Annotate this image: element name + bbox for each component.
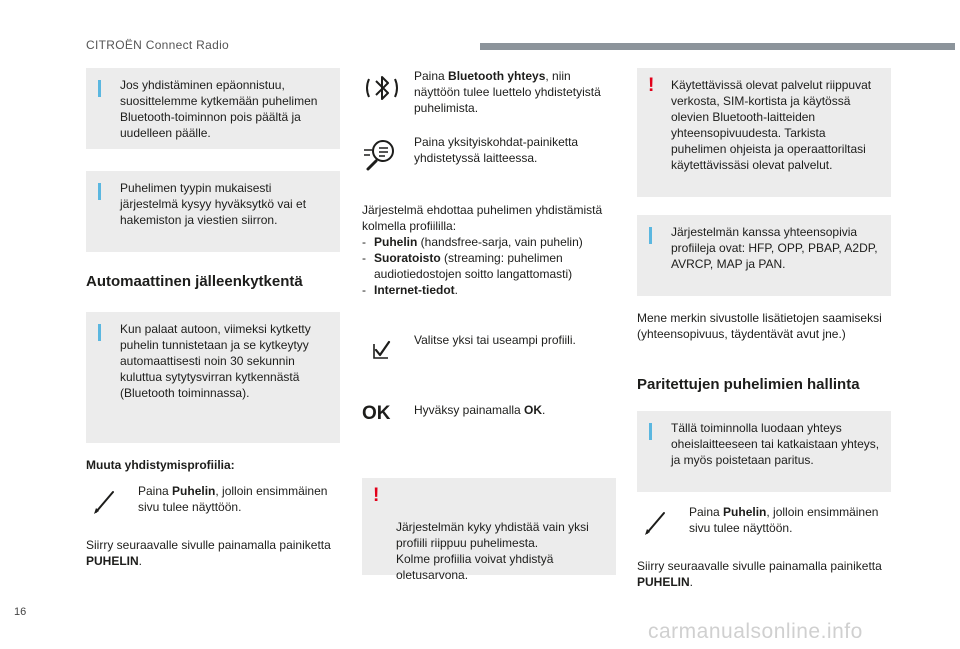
bluetooth-icon	[362, 68, 402, 108]
profile-item-streaming: - Suoratoisto (streaming: puhelimen audiotiedostojen soitto langattomasti)	[362, 251, 573, 281]
column-middle	[362, 68, 616, 582]
details-magnifier-icon	[362, 134, 402, 174]
subheading-change-profile: Muuta yhdistymisprofiilia:	[86, 458, 235, 472]
warning-icon: !	[648, 75, 655, 96]
step-press-phone: Paina Puhelin, jolloin ensimmäinen sivu tulee näyttöön.	[86, 483, 340, 517]
section-heading-auto-reconnect: Automaattinen jälleenkytkentä	[86, 273, 303, 290]
column-left	[86, 68, 340, 569]
paragraph-next-page: Siirry seuraavalle sivulle painamalla painiketta PUHELIN.	[86, 538, 331, 568]
section-heading-paired-phones: Paritettujen puhelimien hallinta	[637, 376, 860, 393]
column-right	[637, 68, 891, 590]
header-bar	[480, 43, 955, 50]
info-note-auto-reconnect: Kun palaat autoon, viimeksi kytketty puhelin tunnistetaan ja se kytkeytyy automaattisesti noin 30 sekunnin kuluttua sytytysvirran kytkennästä (Bluetooth toiminnassa).	[86, 312, 340, 443]
page-number: 16	[14, 606, 27, 618]
profile-item-phone: - Puhelin (handsfree-sarja, vain puhelin)	[362, 235, 583, 249]
paragraph-brand-site: Mene merkin sivustolle lisätietojen saamiseksi (yhteensopivuus, täydentävät avut jne.)	[637, 311, 882, 341]
info-icon	[98, 183, 101, 200]
watermark: carmanualsonline.info	[648, 620, 863, 643]
header-title: CITROËN Connect Radio	[86, 38, 230, 52]
warning-note-services: ! Käytettävissä olevat palvelut riippuvat verkosta, SIM-kortista ja käytössä olevien Bluetooth-laitteiden yhteensopivuudesta. Tarkista puhelimen ohjeista ja operaattoriltasi käytettävissäsi olevat palvelut.	[637, 68, 891, 197]
info-note-compatible-profiles: Järjestelmän kanssa yhteensopivia profiileja ovat: HFP, OPP, PBAP, A2DP, AVRCP, MAP ja PAN.	[637, 215, 891, 296]
step-confirm-ok: OK Hyväksy painamalla OK.	[362, 396, 616, 430]
paragraph-profiles-intro: Järjestelmä ehdottaa puhelimen yhdistämistä kolmella profiililla:	[362, 203, 603, 233]
info-icon	[98, 324, 101, 341]
checkbox-check-icon	[362, 332, 398, 368]
info-note-pairing: Tällä toiminnolla luodaan yhteys oheislaitteeseen tai katkaistaan yhteys, ja myös poistetaan paritus.	[637, 411, 891, 492]
ok-button-icon: OK	[362, 403, 391, 424]
paragraph-next-page-2: Siirry seuraavalle sivulle painamalla painiketta PUHELIN.	[637, 559, 882, 589]
pencil-icon	[637, 504, 673, 540]
info-icon	[649, 227, 652, 244]
step-press-phone-2: Paina Puhelin, jolloin ensimmäinen sivu tulee näyttöön.	[637, 504, 891, 538]
step-details: Paina yksityiskohdat-painiketta yhdistetyssä laitteessa.	[362, 134, 616, 168]
info-icon	[649, 423, 652, 440]
step-bluetooth-connection: Paina Bluetooth yhteys, niin näyttöön tulee luettelo yhdistetyistä puhelimista.	[362, 68, 616, 116]
step-select-profile: Valitse yksi tai useampi profiili.	[362, 332, 616, 366]
profile-item-internet: - Internet-tiedot.	[362, 283, 459, 297]
warning-icon: !	[373, 485, 380, 506]
info-note-reconnect: Jos yhdistäminen epäonnistuu, suosittelemme kytkemään puhelimen Bluetooth-toiminnon pois päältä ja uudelleen päälle.	[86, 68, 340, 149]
info-icon	[98, 80, 101, 97]
warning-note-profiles: ! Järjestelmän kyky yhdistää vain yksi profiili riippuu puhelimesta. Kolme profiilia voivat yhdistyä oletusarvona.	[362, 478, 616, 575]
pencil-icon	[86, 483, 122, 519]
info-note-transfer: Puhelimen tyypin mukaisesti järjestelmä kysyy hyväksytkö vai et hakemiston ja viestien siirron.	[86, 171, 340, 252]
